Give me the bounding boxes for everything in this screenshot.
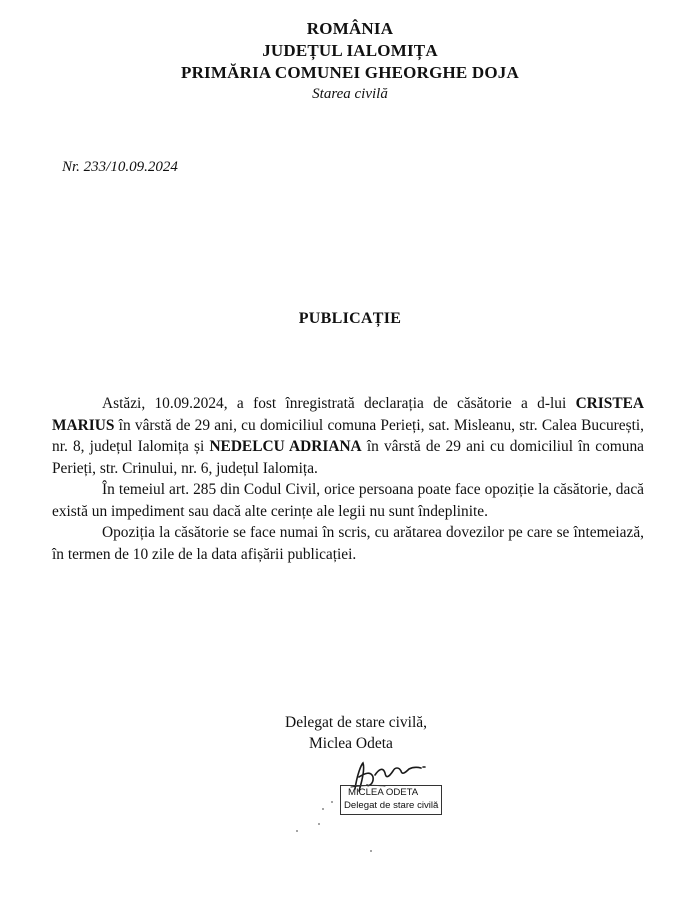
paragraph-opposition: Opoziția la căsătorie se face numai în scris, cu arătarea dovezilor pe care se întemeiază, în termen de 10 zile de la data afișării publicației.	[52, 524, 644, 563]
document-title: PUBLICAȚIE	[298, 310, 402, 327]
declaration-text-c: în vârstă de 29 ani cu domiciliul în comuna Perieți, str. Crinului, nr. 6, județul Ialomița.	[52, 438, 644, 477]
scan-speck	[322, 808, 324, 810]
scan-speck	[331, 801, 333, 803]
header-county: JUDEȚUL IALOMIȚA	[262, 41, 438, 60]
paragraph-legal-basis: În temeiul art. 285 din Codul Civil, orice persoana poate face opoziție la căsătorie, dacă există un impediment sau dacă alte cerințe ale legii nu sunt îndeplinite.	[52, 481, 644, 520]
stamp-name: MICLEA ODETA	[348, 787, 419, 798]
document-body	[52, 393, 644, 565]
header-country: ROMÂNIA	[306, 19, 394, 38]
declaration-text-a: Astăzi, 10.09.2024, a fost înregistrată declarația de căsătorie a d-lui	[102, 395, 576, 412]
document-header	[0, 18, 700, 104]
groom-name: CRISTEA MARIUS	[52, 395, 644, 434]
declaration-text-b: în vârstă de 29 ani, cu domiciliul comuna Perieți, sat. Misleanu, str. Calea București, nr. 8, județul Ialomița și	[52, 416, 644, 455]
scan-speck	[296, 830, 298, 832]
signer-role: Delegat de stare civilă,	[285, 714, 428, 731]
scan-speck	[370, 850, 372, 852]
official-stamp	[340, 785, 442, 815]
header-department: Starea civilă	[312, 86, 388, 102]
signer-name: Miclea Odeta	[309, 735, 393, 752]
signature-block	[285, 712, 427, 754]
paragraph-declaration	[52, 393, 644, 479]
header-office: PRIMĂRIA COMUNEI GHEORGHE DOJA	[181, 63, 519, 82]
reference-number: Nr. 233/10.09.2024	[62, 159, 178, 175]
stamp-title: Delegat de stare civilă	[344, 799, 439, 811]
bride-name: NEDELCU ADRIANA	[209, 438, 362, 455]
scan-speck	[318, 823, 320, 825]
